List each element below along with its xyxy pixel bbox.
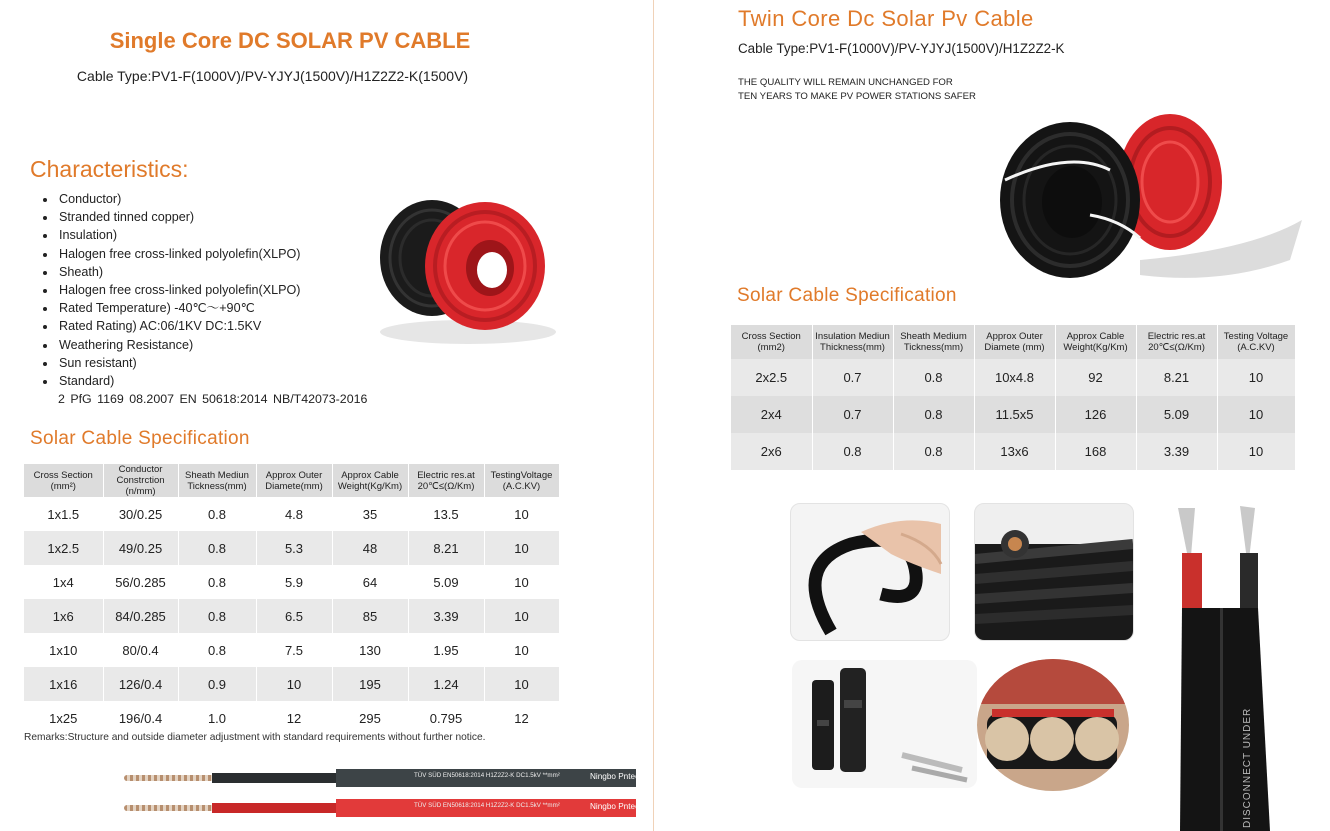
table-cell: 6.5 <box>256 599 332 633</box>
table-cell: 10 <box>484 497 559 531</box>
table-cell: 13x6 <box>974 433 1055 470</box>
black-cable-strip <box>124 769 644 787</box>
table-cell: 8.21 <box>408 531 484 565</box>
characteristics-list <box>40 190 301 390</box>
table-cell: 2x2.5 <box>731 359 812 396</box>
cable-brand: Ningbo Pntech <box>590 772 644 781</box>
table-cell: 1.95 <box>408 633 484 667</box>
column-header: Cross Section (mm2) <box>731 325 812 359</box>
twin-core-coils-image <box>990 110 1310 280</box>
remarks-note: Remarks:Structure and outside diameter adjustment with standard requirements without further notice. <box>24 732 486 743</box>
table-row <box>731 433 1295 470</box>
copper-wire <box>124 805 214 811</box>
list-item: • Sun resistant) <box>57 354 301 372</box>
column-header: Conductor Constrction (n/mm) <box>103 464 178 497</box>
column-header: Cross Section (mm²) <box>24 464 103 497</box>
table-cell: 0.7 <box>812 396 893 433</box>
table-cell: 1x6 <box>24 599 103 633</box>
table-cell: 7.5 <box>256 633 332 667</box>
table-cell: 56/0.285 <box>103 565 178 599</box>
table-cell: 48 <box>332 531 408 565</box>
twin-core-spec-heading: Solar Cable Specification <box>737 285 957 306</box>
twin-core-title: Twin Core Dc Solar Pv Cable <box>738 6 1034 31</box>
table-cell: 0.8 <box>178 633 256 667</box>
table-row <box>731 396 1295 433</box>
quality-line: THE QUALITY WILL REMAIN UNCHANGED FOR <box>738 77 953 88</box>
list-item: • Rated Temperature) -40℃～+90℃ <box>57 299 301 317</box>
table-cell: 35 <box>332 497 408 531</box>
table-cell: 126 <box>1055 396 1136 433</box>
table-cell: 64 <box>332 565 408 599</box>
page-divider <box>653 0 654 831</box>
table-cell: 1x2.5 <box>24 531 103 565</box>
column-header: Sheath Mediun Tickness(mm) <box>178 464 256 497</box>
column-header: Sheath Medium Tickness(mm) <box>893 325 974 359</box>
inner-insulation <box>212 803 342 813</box>
table-row <box>24 599 559 633</box>
twin-core-spec-table <box>731 325 1296 470</box>
column-header: Approx Cable Weight(Kg/Km) <box>332 464 408 497</box>
table-row <box>24 633 559 667</box>
table-cell: 0.8 <box>178 531 256 565</box>
list-item: • Halogen free cross-linked polyolefin(XLPO) <box>57 281 301 299</box>
table-cell: 10 <box>484 531 559 565</box>
table-cell: 168 <box>1055 433 1136 470</box>
table-cell: 12 <box>484 701 559 735</box>
table-cell: 8.21 <box>1136 359 1217 396</box>
table-row <box>24 701 559 735</box>
table-cell: 0.795 <box>408 701 484 735</box>
table-row <box>24 667 559 701</box>
copper-wire <box>124 775 214 781</box>
table-row <box>24 531 559 565</box>
cable-marking: TÜV SÜD EN50618:2014 H1Z2Z2-K DC1.5kV **mm² <box>414 802 560 809</box>
twin-cable-vertical-photo <box>1160 498 1300 831</box>
table-cell: 10 <box>484 633 559 667</box>
table-cell: 10 <box>484 599 559 633</box>
table-cell: 0.8 <box>893 396 974 433</box>
list-item: • Conductor) <box>57 190 301 208</box>
quality-statement <box>738 76 976 104</box>
table-cell: 10 <box>484 667 559 701</box>
table-cell: 1x25 <box>24 701 103 735</box>
table-cell: 1x16 <box>24 667 103 701</box>
table-cell: 5.09 <box>408 565 484 599</box>
table-cell: 0.8 <box>178 565 256 599</box>
cable-brand: Ningbo Pntech <box>590 802 644 811</box>
table-cell: 10 <box>1217 433 1295 470</box>
table-cell: 10 <box>484 565 559 599</box>
list-item: • Stranded tinned copper) <box>57 208 301 226</box>
list-item: • Rated Rating) AC:06/1KV DC:1.5KV <box>57 317 301 335</box>
column-header: Approx Outer Diamete (mm) <box>974 325 1055 359</box>
column-header: Insulation Mediun Thickness(mm) <box>812 325 893 359</box>
table-cell: 80/0.4 <box>103 633 178 667</box>
table-cell: 126/0.4 <box>103 667 178 701</box>
cable-reels-photo <box>977 659 1129 791</box>
quality-line: TEN YEARS TO MAKE PV POWER STATIONS SAFER <box>738 91 976 102</box>
column-header: Testing Voltage (A.C.KV) <box>1217 325 1295 359</box>
table-cell: 0.9 <box>178 667 256 701</box>
inner-insulation <box>212 773 342 783</box>
table-cell: 4.8 <box>256 497 332 531</box>
table-cell: 10 <box>256 667 332 701</box>
table-header-row <box>24 464 559 497</box>
table-cell: 13.5 <box>408 497 484 531</box>
table-cell: 1.0 <box>178 701 256 735</box>
table-row <box>24 497 559 531</box>
table-cell: 2x6 <box>731 433 812 470</box>
table-cell: 10x4.8 <box>974 359 1055 396</box>
table-cell: 84/0.285 <box>103 599 178 633</box>
table-cell: 10 <box>1217 359 1295 396</box>
single-core-coils-image <box>350 180 560 350</box>
single-core-title: Single Core DC SOLAR PV CABLE <box>109 28 471 53</box>
list-item: • Insulation) <box>57 226 301 244</box>
table-cell: 10 <box>1217 396 1295 433</box>
single-core-spec-heading: Solar Cable Specification <box>30 428 250 449</box>
table-cell: 49/0.25 <box>103 531 178 565</box>
table-cell: 196/0.4 <box>103 701 178 735</box>
table-cell: 1x10 <box>24 633 103 667</box>
table-cell: 30/0.25 <box>103 497 178 531</box>
cable-closeup-photo <box>974 503 1134 641</box>
list-item: • Sheath) <box>57 263 301 281</box>
column-header: TestingVoltage (A.C.KV) <box>484 464 559 497</box>
twin-core-cable-type: Cable Type:PV1-F(1000V)/PV-YJYJ(1500V)/H1Z2Z2-K <box>738 41 1065 56</box>
table-cell: 5.09 <box>1136 396 1217 433</box>
list-item: • Halogen free cross-linked polyolefin(XLPO) <box>57 245 301 263</box>
cable-in-hand-photo <box>790 503 950 641</box>
column-header: Electric res.at 20℃≤(Ω/Km) <box>1136 325 1217 359</box>
table-cell: 11.5x5 <box>974 396 1055 433</box>
table-cell: 3.39 <box>408 599 484 633</box>
characteristics-heading: Characteristics: <box>30 156 189 182</box>
table-cell: 295 <box>332 701 408 735</box>
table-cell: 3.39 <box>1136 433 1217 470</box>
table-cell: 5.9 <box>256 565 332 599</box>
table-cell: 0.8 <box>178 497 256 531</box>
table-cell: 85 <box>332 599 408 633</box>
column-header: Approx Outer Diamete(mm) <box>256 464 332 497</box>
table-cell: 0.8 <box>812 433 893 470</box>
table-row <box>24 565 559 599</box>
standards-line: 2 PfG 1169 08.2007 EN 50618:2014 NB/T42073-2016 <box>58 392 368 406</box>
list-item: • Standard) <box>57 372 301 390</box>
cable-printed-text: DISCONNECT UNDER <box>1242 707 1253 828</box>
single-core-cable-type: Cable Type:PV1-F(1000V)/PV-YJYJ(1500V)/H1Z2Z2-K(1500V) <box>76 68 469 84</box>
table-cell: 0.8 <box>893 433 974 470</box>
single-core-spec-table <box>24 464 560 735</box>
table-cell: 1x1.5 <box>24 497 103 531</box>
list-item: • Weathering Resistance) <box>57 336 301 354</box>
table-cell: 12 <box>256 701 332 735</box>
table-row <box>731 359 1295 396</box>
table-cell: 0.8 <box>178 599 256 633</box>
table-cell: 0.7 <box>812 359 893 396</box>
table-header-row <box>731 325 1295 359</box>
table-cell: 92 <box>1055 359 1136 396</box>
table-cell: 1x4 <box>24 565 103 599</box>
table-cell: 195 <box>332 667 408 701</box>
cable-marking: TÜV SÜD EN50618:2014 H1Z2Z2-K DC1.5kV **mm² <box>414 772 560 779</box>
table-cell: 1.24 <box>408 667 484 701</box>
table-cell: 130 <box>332 633 408 667</box>
red-cable-strip <box>124 799 644 817</box>
table-cell: 5.3 <box>256 531 332 565</box>
column-header: Approx Cable Weight(Kg/Km) <box>1055 325 1136 359</box>
column-header: Electric res.at 20℃≤(Ω/Km) <box>408 464 484 497</box>
table-cell: 2x4 <box>731 396 812 433</box>
table-cell: 0.8 <box>893 359 974 396</box>
mc4-connector-photo <box>792 660 977 788</box>
